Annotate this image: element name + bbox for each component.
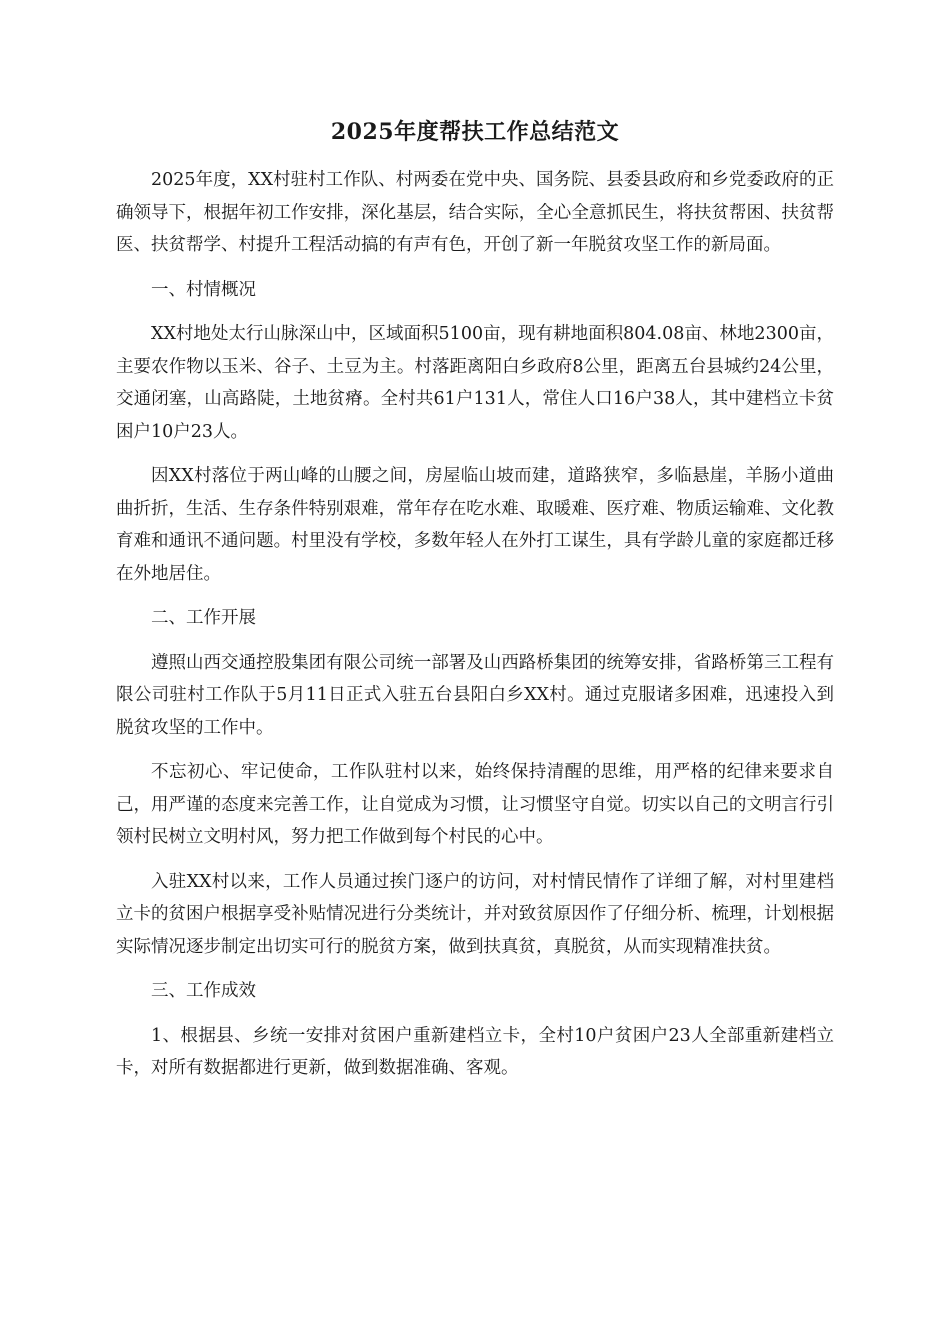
body-paragraph: 1、根据县、乡统一安排对贫困户重新建档立卡，全村10户贫困户23人全部重新建档立卡，对所有数据都进行更新，做到数据准确、客观。 [116,1025,834,1078]
body-paragraph: XX村地处太行山脉深山中，区域面积5100亩，现有耕地面积804.08亩、林地2300亩，主要农作物以玉米、谷子、土豆为主。村落距离阳白乡政府8公里，距离五台县城约24公里，交通闭塞，山高路陡，土地贫瘠。全村共61户131人，常住人口16户38人，其中建档立卡贫困户10户23人。 [116,324,834,442]
body-paragraph: 不忘初心、牢记使命，工作队驻村以来，始终保持清醒的思维，用严格的纪律来要求自己，用严谨的态度来完善工作，让自觉成为习惯，让习惯坚守自觉。切实以自己的文明言行引领村民树立文明村风，努力把工作做到每个村民的心中。 [116,762,834,847]
body-paragraph: 遵照山西交通控股集团有限公司统一部署及山西路桥集团的统筹安排，省路桥第三工程有限公司驻村工作队于5月11日正式入驻五台县阳白乡XX村。通过克服诸多困难，迅速投入到脱贫攻坚的工作中。 [116,652,834,738]
body-paragraph: 因XX村落位于两山峰的山腰之间，房屋临山坡而建，道路狭窄，多临悬崖，羊肠小道曲曲折折，生活、生存条件特别艰难，常年存在吃水难、取暖难、医疗难、物质运输难、文化教育难和通讯不通问题。村里没有学校，多数年轻人在外打工谋生，具有学龄儿童的家庭都迁移在外地居住。 [116,466,834,584]
document-title: 2025年度帮扶工作总结范文 [330,119,620,145]
section-heading-work-results: 三、工作成效 [151,981,256,1001]
intro-paragraph: 2025年度，XX村驻村工作队、村两委在党中央、国务院、县委县政府和乡党委政府的正确领导下，根据年初工作安排，深化基层，结合实际，全心全意抓民生，将扶贫帮困、扶贫帮医、扶贫帮学、村提升工程活动搞的有声有色，开创了新一年脱贫攻坚工作的新局面。 [116,170,834,255]
document-page [116,112,834,1097]
body-paragraph: 入驻XX村以来，工作人员通过挨门逐户的访问，对村情民情作了详细了解，对村里建档立卡的贫困户根据享受补贴情况进行分类统计，并对致贫原因作了仔细分析、梳理，计划根据实际情况逐步制定出切实可行的脱贫方案，做到扶真贫，真脱贫，从而实现精准扶贫。 [116,871,834,957]
section-heading-village-overview: 一、村情概况 [151,279,256,300]
section-heading-work-progress: 二、工作开展 [151,608,256,628]
